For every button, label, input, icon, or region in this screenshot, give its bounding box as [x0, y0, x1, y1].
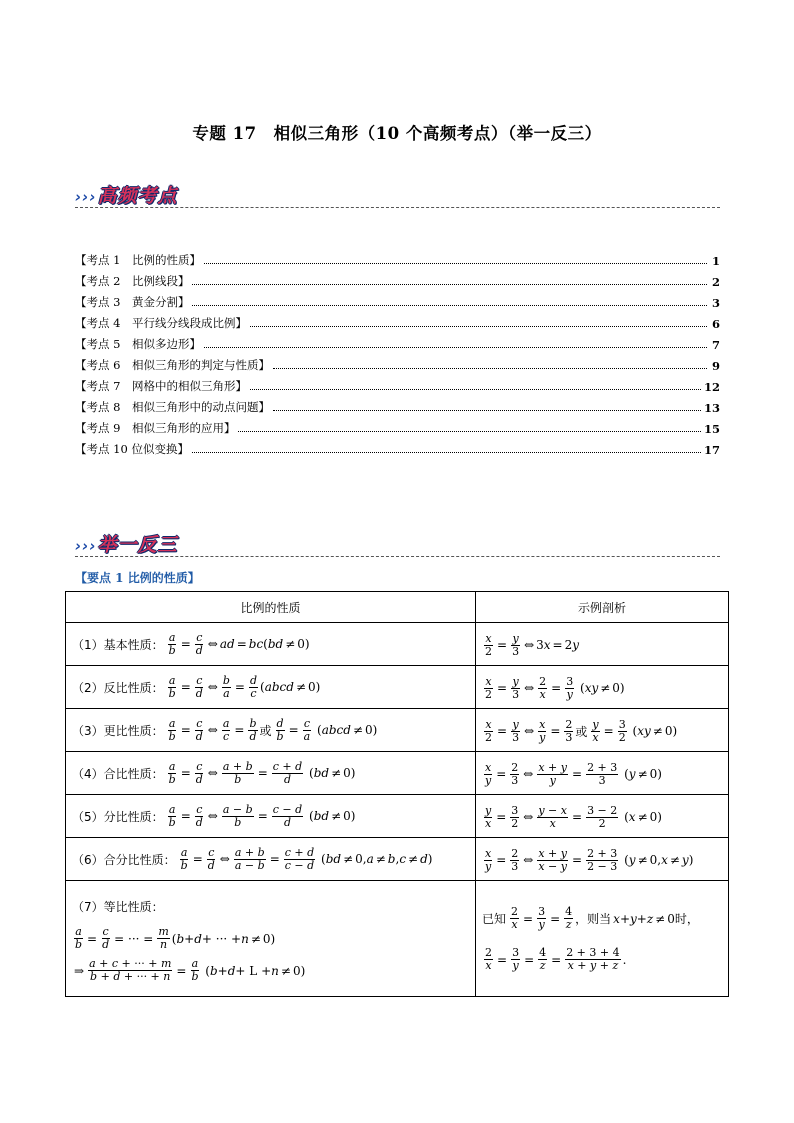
table-row — [66, 666, 729, 709]
property-cell: （7）等比性质： $\frac{a}{b}$ = $\frac{c}{d}$ = ··· = $\frac{m}{n}$ ( b + d + ··· + n ≠ 0) ⇒ $\frac{a + c + \cdot\cdot\cdot + m}{b + d + \cdot\cdot\cdot + n}$ = $\frac{a}{b}$ ( b + d + L + n ≠ 0) — [66, 881, 476, 997]
example-cell: $\frac{x}{2}$ = $\frac{y}{3}$ ⇔ 3 x = 2 y — [476, 623, 729, 666]
toc-entry-label: 【考点 5 相似多边形】 — [75, 337, 201, 351]
toc-entry[interactable] — [75, 352, 720, 373]
toc-leader-dots — [238, 431, 701, 432]
property-cell: （3）更比性质： $\frac{a}{b}$ = $\frac{c}{d}$ ⇔ $\frac{a}{c}$ = $\frac{b}{d}$ 或 $\frac{d}{b}$ = $\frac{c}{a}$ ( abcd ≠ 0) — [66, 709, 476, 752]
example-cell: $\frac{y}{x}$ = $\frac{3}{2}$ ⇔ $\frac{y - x}{x}$ = $\frac{3 - 2}{2}$ ( x ≠ 0) — [476, 795, 729, 838]
toc-entry-label: 【考点 3 黄金分割】 — [75, 295, 190, 309]
example-cell: $\frac{x}{2}$ = $\frac{y}{3}$ ⇔ $\frac{2}{x}$ = $\frac{3}{y}$ ( xy ≠ 0) — [476, 666, 729, 709]
example-cell: 已知 $\frac{2}{x}$ = $\frac{3}{y}$ = $\frac{4}{z}$ ，则当 x + y + z ≠ 0 时， $\frac{2}{x}$ = $\frac{3}{y}$ = $\frac{4}{z}$ = $\frac{2 + 3 + 4}{x + y + z}$ . — [476, 881, 729, 997]
toc-entry[interactable] — [75, 289, 720, 310]
toc-entry-label: 【考点 6 相似三角形的判定与性质】 — [75, 358, 270, 372]
property-cell: （4）合比性质： $\frac{a}{b}$ = $\frac{c}{d}$ ⇔ $\frac{a + b}{b}$ = $\frac{c + d}{d}$ ( bd ≠ 0) — [66, 752, 476, 795]
example-cell: $\frac{x}{2}$ = $\frac{y}{3}$ ⇔ $\frac{x}{y}$ = $\frac{2}{3}$ 或 $\frac{y}{x}$ = $\frac{3}{2}$ ( xy ≠ 0) — [476, 709, 729, 752]
known-text: 已知 — [482, 912, 507, 926]
table-row — [66, 795, 729, 838]
property-label: （6）合分比性质： — [72, 852, 176, 867]
property-cell: （5）分比性质： $\frac{a}{b}$ = $\frac{c}{d}$ ⇔ $\frac{a - b}{b}$ = $\frac{c - d}{d}$ ( bd ≠ 0) — [66, 795, 476, 838]
toc-leader-dots — [273, 368, 707, 369]
toc-entry-label: 【考点 8 相似三角形中的动点问题】 — [75, 400, 270, 414]
table-row — [66, 623, 729, 666]
toc-page-number: 17 — [703, 443, 720, 457]
property-label: （7）等比性质： — [72, 900, 164, 914]
toc-leader-dots — [204, 263, 707, 264]
property-label: （4）合比性质： — [72, 766, 164, 781]
banner-practice — [75, 530, 178, 557]
property-label: （1）基本性质： — [72, 637, 164, 652]
banner-arrows-icon: ››› — [75, 537, 97, 555]
toc-page-number: 15 — [703, 422, 720, 436]
table-row — [66, 752, 729, 795]
toc-page-number: 2 — [711, 275, 720, 289]
column-header: 示例剖析 — [476, 592, 729, 623]
toc-entry-label: 【考点 9 相似三角形的应用】 — [75, 421, 236, 435]
toc-entry[interactable] — [75, 415, 720, 436]
toc-page-number: 1 — [711, 254, 720, 268]
table-row — [66, 709, 729, 752]
banner-title: 举一反三 — [97, 534, 178, 556]
property-label: （2）反比性质： — [72, 680, 164, 695]
column-header: 比例的性质 — [66, 592, 476, 623]
example-cell: $\frac{x}{y}$ = $\frac{2}{3}$ ⇔ $\frac{x + y}{y}$ = $\frac{2 + 3}{3}$ ( y ≠ 0) — [476, 752, 729, 795]
table-of-contents — [75, 247, 720, 457]
toc-entry-label: 【考点 2 比例线段】 — [75, 274, 190, 288]
proportion-properties-table — [65, 591, 729, 997]
toc-entry-label: 【考点 1 比例的性质】 — [75, 253, 201, 267]
property-label: （5）分比性质： — [72, 809, 164, 824]
banner-high-frequency — [75, 181, 178, 208]
toc-leader-dots — [192, 284, 707, 285]
toc-leader-dots — [273, 410, 701, 411]
banner-title: 高频考点 — [97, 185, 178, 207]
page-title: 专题 17 相似三角形（10 个高频考点）（举一反三） — [192, 124, 602, 143]
toc-leader-dots — [250, 326, 707, 327]
toc-entry[interactable] — [75, 310, 720, 331]
key-point-heading: 【要点 1 比例的性质】 — [75, 571, 200, 585]
toc-entry[interactable] — [75, 394, 720, 415]
then-text: ，则当 — [575, 912, 612, 926]
or-text: 或 — [259, 723, 272, 738]
banner-arrows-icon: ››› — [75, 188, 97, 206]
toc-page-number: 6 — [711, 317, 720, 331]
or-text: 或 — [575, 724, 588, 739]
toc-page-number: 7 — [711, 338, 720, 352]
toc-page-number: 12 — [703, 380, 720, 394]
toc-entry[interactable] — [75, 373, 720, 394]
property-cell: （1）基本性质： $\frac{a}{b}$ = $\frac{c}{d}$ ⇔ ad = bc ( bd ≠ 0) — [66, 623, 476, 666]
table-row — [66, 881, 729, 997]
property-cell: （2）反比性质： $\frac{a}{b}$ = $\frac{c}{d}$ ⇔ $\frac{b}{a}$ = $\frac{d}{c}$ ( abcd ≠ 0) — [66, 666, 476, 709]
toc-entry[interactable] — [75, 247, 720, 268]
example-cell: $\frac{x}{y}$ = $\frac{2}{3}$ ⇔ $\frac{x + y}{x - y}$ = $\frac{2 + 3}{2 - 3}$ ( y ≠ 0, x ≠ y ) — [476, 838, 729, 881]
toc-leader-dots — [204, 347, 707, 348]
property-cell: （6）合分比性质： $\frac{a}{b}$ = $\frac{c}{d}$ ⇔ $\frac{a + b}{a - b}$ = $\frac{c + d}{c - d}$ ( bd ≠ 0, a ≠ b , c ≠ d ) — [66, 838, 476, 881]
divider — [75, 556, 720, 557]
toc-entry[interactable] — [75, 331, 720, 352]
property-label: （3）更比性质： — [72, 723, 164, 738]
toc-entry-label: 【考点 10 位似变换】 — [75, 442, 189, 456]
toc-leader-dots — [192, 305, 707, 306]
shi-text: 时， — [674, 912, 699, 926]
toc-entry-label: 【考点 4 平行线分线段成比例】 — [75, 316, 247, 330]
toc-entry[interactable] — [75, 436, 720, 457]
toc-page-number: 13 — [703, 401, 720, 415]
divider — [75, 207, 720, 208]
toc-leader-dots — [250, 389, 701, 390]
toc-leader-dots — [192, 452, 701, 453]
toc-page-number: 9 — [711, 359, 720, 373]
table-header-row — [66, 592, 729, 623]
table-row — [66, 838, 729, 881]
toc-entry[interactable] — [75, 268, 720, 289]
toc-entry-label: 【考点 7 网格中的相似三角形】 — [75, 379, 247, 393]
toc-page-number: 3 — [711, 296, 720, 310]
